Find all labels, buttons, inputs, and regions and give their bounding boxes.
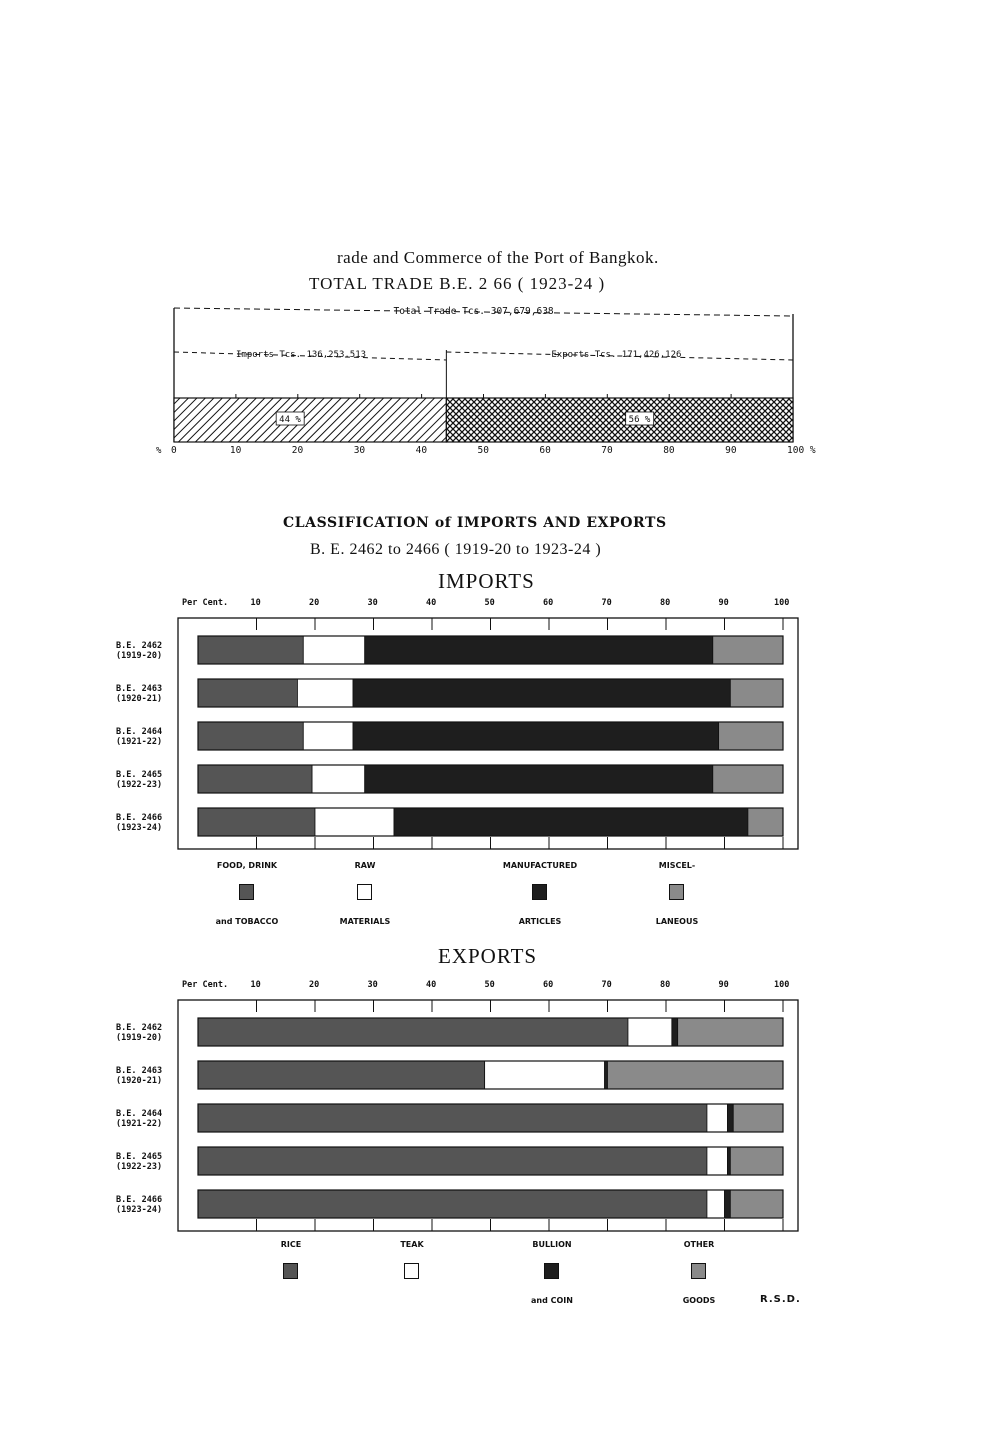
legend-label-bottom: GOODS (682, 1296, 716, 1305)
legend-label-bottom: and COIN (531, 1296, 573, 1305)
bar-segment (394, 808, 748, 836)
row-label-period: (1922-23) (116, 780, 163, 790)
x-tick-label: 90 (718, 980, 729, 990)
bar-segment (730, 1147, 783, 1175)
x-tick-label: 40 (426, 980, 437, 990)
x-tick-label: 40 (426, 598, 437, 608)
bar-segment (303, 722, 353, 750)
segment-imports (174, 398, 446, 442)
bar-segment (727, 1147, 730, 1175)
signature: R.S.D. (760, 1294, 801, 1305)
bar-segment (198, 636, 303, 664)
legend-swatch (691, 1263, 706, 1279)
bar-segment (733, 1104, 783, 1132)
imports-chart (100, 590, 820, 860)
x-prefix: % (156, 446, 162, 456)
row-label-year: B.E. 2466 (116, 813, 163, 823)
classification-subtitle: B. E. 2462 to 2466 ( 1919-20 to 1923-24 ) (310, 541, 602, 558)
row-label-period: (1923-24) (116, 823, 163, 833)
x-tick-label: 100 (774, 980, 790, 990)
bar-segment (353, 679, 730, 707)
x-tick-label: 80 (663, 445, 675, 456)
bar-segment (730, 1190, 783, 1218)
report-header-line: rade and Commerce of the Port of Bangkok. (337, 248, 659, 267)
bar-segment (365, 636, 713, 664)
segment-exports (446, 398, 793, 442)
per-cent-label: Per Cent. (182, 598, 229, 608)
bar-segment (748, 808, 783, 836)
x-tick-label: 80 (660, 980, 671, 990)
legend-swatch (357, 884, 372, 900)
bar-segment (198, 1190, 707, 1218)
x-tick-label: 100 (774, 598, 790, 608)
legend-label-top: MISCEL- (658, 861, 696, 870)
bar-segment (297, 679, 353, 707)
bar-segment (198, 808, 315, 836)
x-tick-label: 20 (309, 980, 320, 990)
bar-segment (727, 1104, 733, 1132)
legend-label-top: RICE (280, 1240, 302, 1249)
x-tick-label: 20 (309, 598, 320, 608)
bar-segment (719, 722, 783, 750)
bar-segment (353, 722, 719, 750)
x-tick-label: 20 (291, 445, 304, 456)
legend-swatch (239, 884, 254, 900)
x-tick-label: 60 (539, 445, 551, 456)
row-label-year: B.E. 2463 (116, 1066, 163, 1076)
bar-segment (198, 1104, 707, 1132)
x-tick-label: 50 (484, 598, 495, 608)
bar-segment (198, 722, 303, 750)
bar-segment (198, 679, 297, 707)
bar-segment (707, 1147, 727, 1175)
x-tick-label: 50 (484, 980, 495, 990)
row-label-period: (1919-20) (116, 651, 163, 661)
row-label-period: (1921-22) (116, 1119, 163, 1129)
bar-segment (725, 1190, 731, 1218)
row-label-year: B.E. 2465 (116, 1152, 163, 1162)
bar-segment (198, 1147, 707, 1175)
exports-percent-label: 56 % (628, 415, 651, 425)
imports-percent-label: 44 % (279, 415, 301, 425)
x-tick-label: 30 (353, 445, 366, 456)
legend-label-bottom: LANEOUS (655, 917, 699, 926)
bar-segment (608, 1061, 784, 1089)
legend-swatch (669, 884, 684, 900)
x-tick-label: 60 (543, 598, 554, 608)
bar-segment (485, 1061, 605, 1089)
imports-label: Imports Tcs. 136,253.513 (236, 350, 367, 360)
legend-label-top: FOOD, DRINK (216, 861, 278, 870)
total-trade-label: Total Trade Tcs. 307,679,638 (393, 306, 554, 317)
row-label-period: (1922-23) (116, 1162, 163, 1172)
bar-segment (707, 1190, 725, 1218)
row-label-year: B.E. 2464 (116, 1109, 163, 1119)
legend-label-bottom: MATERIALS (339, 917, 391, 926)
legend-label-bottom: and TOBACCO (215, 917, 279, 926)
x-tick-label: 90 (718, 598, 729, 608)
classification-title: CLASSIFICATION of IMPORTS AND EXPORTS (283, 515, 667, 531)
bar-segment (303, 636, 364, 664)
x-tick-label: 80 (660, 598, 671, 608)
row-label-year: B.E. 2465 (116, 770, 163, 780)
x-tick-label: 70 (601, 445, 613, 456)
imports-heading: IMPORTS (438, 569, 535, 593)
x-tick-label: 30 (367, 598, 378, 608)
bar-segment (605, 1061, 608, 1089)
bar-segment (730, 679, 783, 707)
x-tick-label: 30 (367, 980, 378, 990)
legend-label-top: TEAK (400, 1240, 424, 1249)
legend-swatch (283, 1263, 298, 1279)
x-tick-label: 70 (601, 980, 612, 990)
x-tick-label: 40 (415, 445, 428, 456)
row-label-year: B.E. 2462 (116, 641, 163, 651)
row-label-year: B.E. 2462 (116, 1023, 163, 1033)
bar-segment (713, 765, 783, 793)
bar-segment (198, 1061, 485, 1089)
per-cent-label: Per Cent. (182, 980, 229, 990)
row-label-year: B.E. 2463 (116, 684, 163, 694)
x-tick-label: 100 % (787, 445, 816, 456)
row-label-period: (1919-20) (116, 1033, 163, 1043)
legend-label-top: MANUFACTURED (502, 861, 578, 870)
legend-label-top: OTHER (683, 1240, 715, 1249)
x-tick-label: 10 (250, 980, 261, 990)
exports-heading: EXPORTS (438, 944, 538, 968)
row-label-period: (1921-22) (116, 737, 163, 747)
bar-segment (707, 1104, 727, 1132)
row-label-period: (1920-21) (116, 1076, 163, 1086)
bar-segment (678, 1018, 783, 1046)
row-label-year: B.E. 2464 (116, 727, 163, 737)
row-label-year: B.E. 2466 (116, 1195, 163, 1205)
row-label-period: (1923-24) (116, 1205, 163, 1215)
total-trade-title: TOTAL TRADE B.E. 2 66 ( 1923-24 ) (309, 274, 606, 293)
bar-segment (628, 1018, 672, 1046)
row-label-period: (1920-21) (116, 694, 163, 704)
x-tick-label: 10 (250, 598, 261, 608)
x-tick-label: 0 (171, 445, 177, 456)
bar-segment (713, 636, 783, 664)
exports-label: Exports Tcs. 171,426,126 (551, 350, 682, 360)
bar-segment (312, 765, 365, 793)
bar-segment (198, 1018, 628, 1046)
exports-chart (100, 972, 820, 1234)
bar-segment (365, 765, 713, 793)
bar-segment (315, 808, 394, 836)
legend-swatch (532, 884, 547, 900)
total-trade-chart (150, 300, 830, 465)
legend-label-bottom: ARTICLES (518, 917, 562, 926)
legend-label-top: BULLION (532, 1240, 572, 1249)
legend-swatch (544, 1263, 559, 1279)
x-tick-label: 60 (543, 980, 554, 990)
legend-swatch (404, 1263, 419, 1279)
x-tick-label: 50 (477, 445, 489, 456)
x-tick-label: 90 (725, 445, 737, 456)
bar-segment (198, 765, 312, 793)
bar-segment (672, 1018, 678, 1046)
x-tick-label: 70 (601, 598, 612, 608)
x-tick-label: 10 (229, 445, 242, 456)
legend-label-top: RAW (354, 861, 376, 870)
